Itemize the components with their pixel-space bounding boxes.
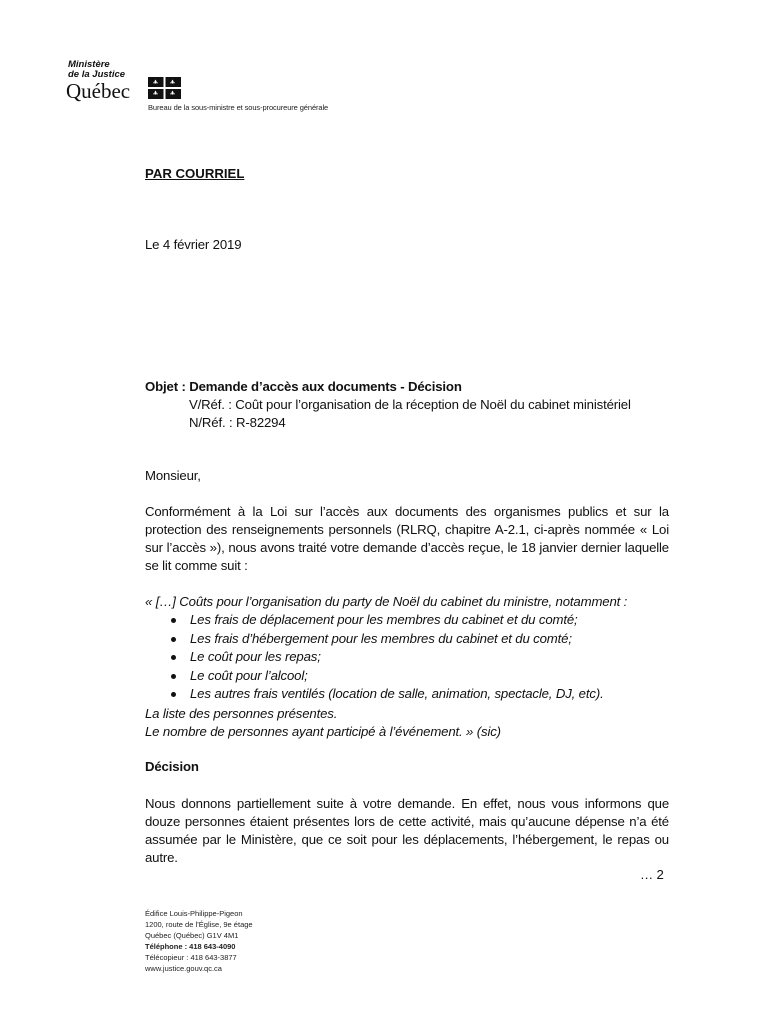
quote-bullet-list (145, 611, 604, 704)
list-item: Le coût pour les repas; (145, 648, 604, 667)
list-item: Les autres frais ventilés (location de salle, animation, spectacle, DJ, etc). (145, 685, 604, 704)
bullet-icon (171, 674, 176, 679)
page-continuation: … 2 (640, 867, 664, 882)
bureau-line: Bureau de la sous-ministre et sous-procureure générale (148, 103, 329, 112)
quebec-wordmark: Québec (66, 79, 131, 103)
paragraph-2: Nous donnons partiellement suite à votre demande. En effet, nous vous informons que douze personnes étaient présentes lors de cette activité, mais qu’aucune dépense n’a été assumée par le Ministère, que ce soit pour les déplacements, l’hébergement, le repas ou autre. (145, 796, 669, 865)
footer-phone: Téléphone : 418 643-4090 (145, 942, 236, 951)
quebec-flag-icon (148, 77, 181, 99)
quote-line-1: La liste des personnes présentes. (145, 706, 338, 721)
bullet-icon (171, 655, 176, 660)
delivery-method: PAR COURRIEL (145, 166, 245, 181)
quote-intro: « […] Coûts pour l’organisation du party de Noël du cabinet du ministre, notamment : (145, 594, 628, 609)
list-item: Le coût pour l’alcool; (145, 667, 604, 686)
list-item: Les frais de déplacement pour les membres du cabinet et du comté; (145, 611, 604, 630)
ministry-line-2: de la Justice (68, 69, 126, 80)
bullet-icon (171, 692, 176, 697)
subject-line: Objet : Demande d’accès aux documents - Décision (145, 379, 462, 394)
letter-date: Le 4 février 2019 (145, 237, 242, 252)
ministry-name (68, 60, 125, 80)
bullet-icon (171, 618, 176, 623)
list-item: Les frais d’hébergement pour les membres du cabinet et du comté; (145, 630, 604, 649)
footer-building: Édifice Louis-Philippe-Pigeon (145, 909, 243, 918)
footer-city: Québec (Québec) G1V 4M1 (145, 931, 239, 940)
salutation: Monsieur, (145, 468, 201, 483)
ministry-line-1: Ministère (68, 59, 110, 70)
decision-heading: Décision (145, 759, 199, 774)
footer-website-link[interactable]: www.justice.gouv.qc.ca (145, 964, 222, 973)
quote-line-2: Le nombre de personnes ayant participé à l’événement. » (sic) (145, 724, 501, 739)
your-reference: V/Réf. : Coût pour l’organisation de la réception de Noël du cabinet ministériel (189, 397, 631, 412)
paragraph-1: Conformément à la Loi sur l’accès aux documents des organismes publics et sur la protection des renseignements personnels (RLRQ, chapitre A-2.1, ci-après nommée « Loi sur l’accès »), nous avons traité votre demande d’accès reçue, le 18 janvier dernier laquelle se lit comme suit : (145, 504, 669, 573)
our-reference: N/Réf. : R-82294 (189, 415, 286, 430)
bullet-icon (171, 637, 176, 642)
footer-address (145, 908, 253, 974)
footer-street: 1200, route de l’Église, 9e étage (145, 920, 253, 929)
footer-fax: Télécopieur : 418 643-3877 (145, 953, 237, 962)
